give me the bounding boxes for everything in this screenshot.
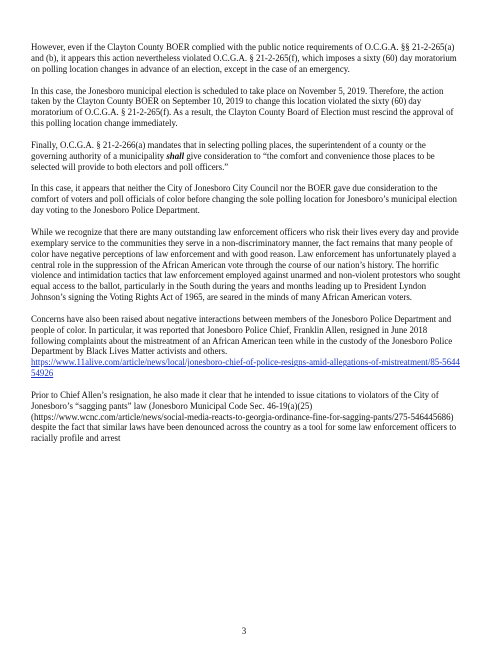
paragraph-police-concerns bbox=[31, 314, 461, 379]
paragraph-text: give consideration to “the comfort and convenience those places to be selected will provide to both electors and poll officers.” bbox=[31, 150, 435, 172]
paragraph-law-enforcement-history: While we recognize that there are many outstanding law enforcement officers who risk their lives every day and provide exemplary service to the communities they serve in a non-discriminatory manner, the fact remains that many people of color have negative perceptions of law enforcement and with good reason. Law enforcement has unfortunately played a central role in the suppression of the African American vote through the course of our nation’s history. The horrific violence and intimidation tactics that law enforcement employed against unarmed and non-violent protestors who sought equal access to the ballot, particularly in the South during the years and months leading up to President Lyndon Johnson’s signing the Voting Rights Act of 1965, are seared in the minds of many African American voters. bbox=[31, 226, 461, 303]
paragraph-comfort-requirement bbox=[31, 140, 461, 173]
paragraph-election-date: In this case, the Jonesboro municipal election is scheduled to take place on November 5, 2019. Therefore, the action taken by the Clayton County BOER on September 10, 2019 to change this location violated the sixty (60) day moratorium of O.C.G.A. § 21-2-265(f). As a result, the Clayton County Board of Election must rescind the approval of this polling location change immediately. bbox=[31, 85, 454, 129]
document-body bbox=[31, 42, 461, 455]
paragraph-sagging-pants: Prior to Chief Allen’s resignation, he also made it clear that he intended to issue citations to violators of the City of Jonesboro’s “sagging pants” law (Jonesboro Municipal Code Sec. 46-19(a)(25) (https://www.wcnc.com/article/news/social-media-reacts-to-georgia-ordinance-fine-for-sagging-pants/275-546445686) despite the fact that similar laws have been denounced across the country as a tool for some law enforcement officers to racially profile and arrest bbox=[31, 389, 457, 444]
news-article-link[interactable]: https://www.11alive.com/article/news/local/jonesboro-chief-of-police-resigns-amid-allegations-of-mistreatment/85-564454926 bbox=[31, 357, 460, 379]
emphasis-shall: shall bbox=[166, 150, 185, 161]
paragraph-text: Finally, O.C.G.A. § 21-2-266(a) mandates that in selecting polling places, the superintendent of a county or the governing authority of a municipality bbox=[31, 139, 426, 161]
page-number: 3 bbox=[241, 626, 247, 636]
paragraph-text: Concerns have also been raised about negative interactions between members of the Jonesboro Police Department and people of color. In particular, it was reported that Jonesboro Police Chief, Franklin Allen, resigned in June 2018 following complaints about the mistreatment of an African American teen while in the custody of the Jonesboro Police Department by Black Lives Matter activists and others. bbox=[31, 313, 453, 357]
paragraph-no-consideration: In this case, it appears that neither the City of Jonesboro City Council nor the BOER gave due consideration to the comfort of voters and poll officials of color before changing the sole polling location for Jonesboro’s municipal election day voting to the Jonesboro Police Department. bbox=[31, 183, 457, 216]
paragraph-moratorium: However, even if the Clayton County BOER complied with the public notice requirements of O.C.G.A. §§ 21-2-265(a) and (b), it appears this action nevertheless violated O.C.G.A. § 21-2-265(f), which imposes a sixty (60) day moratorium on polling location changes in advance of an election, except in the case of an emergency. bbox=[31, 42, 457, 74]
